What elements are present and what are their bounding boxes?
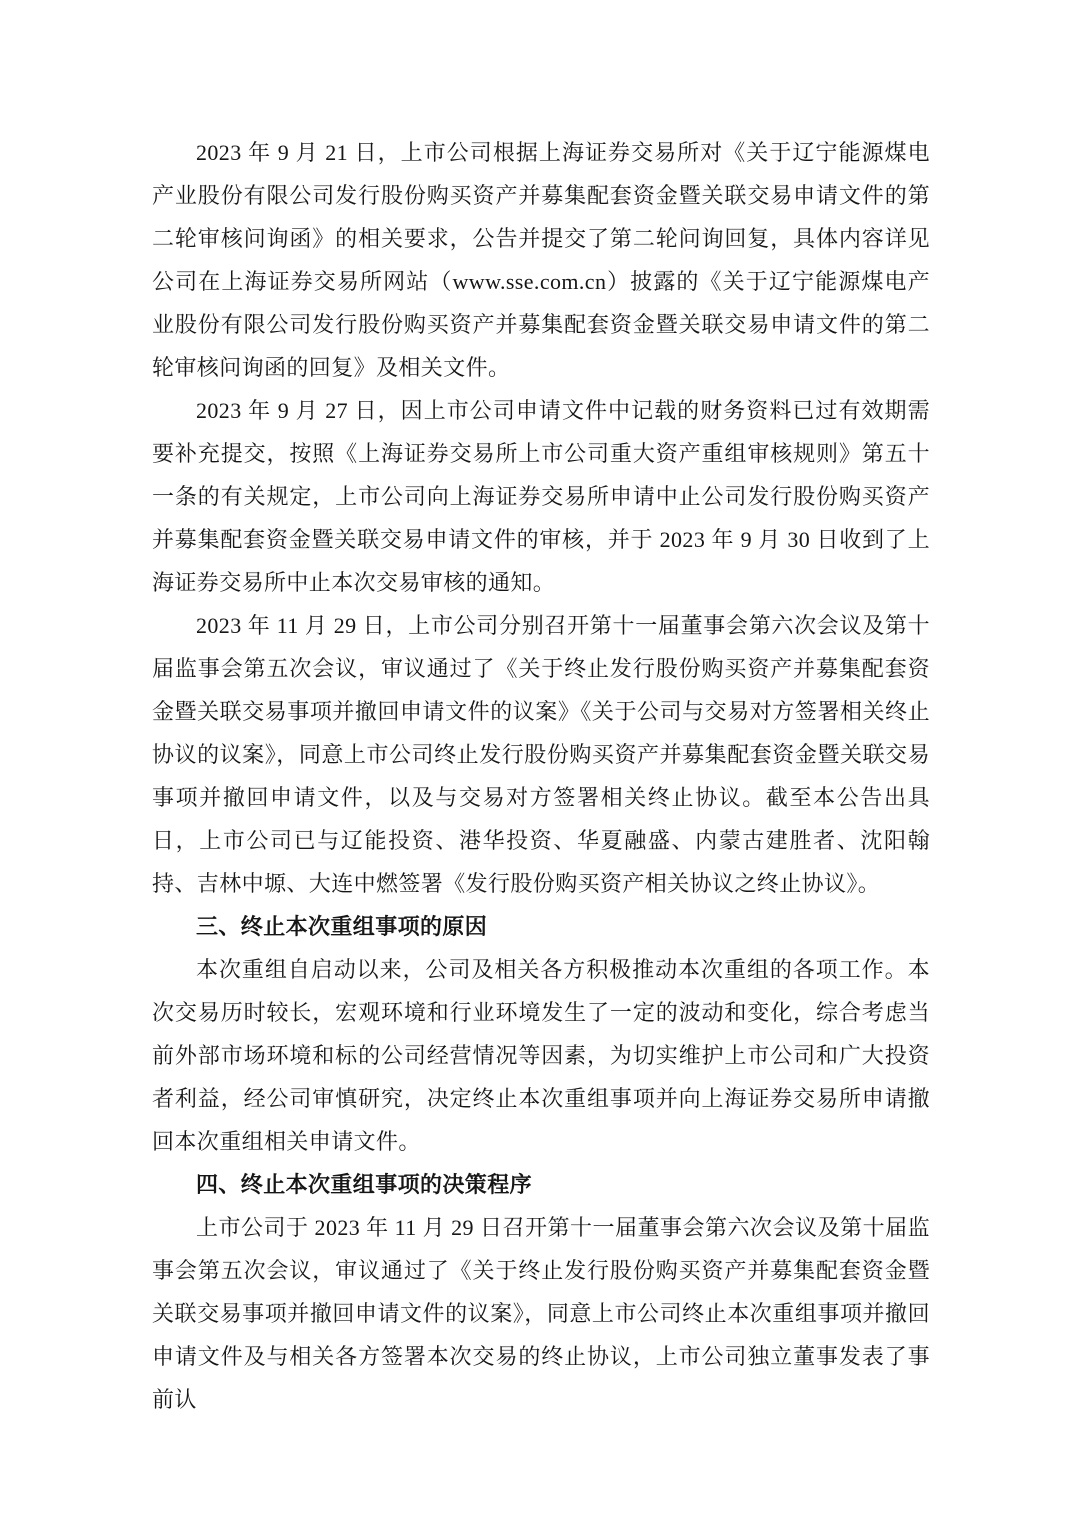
paragraph-suspension-notice: 2023 年 9 月 27 日，因上市公司申请文件中记载的财务资料已过有效期需要补充提交，按照《上海证券交易所上市公司重大资产重组审核规则》第五十一条的有关规定，上市公司向上海证券交易所申请中止公司发行股份购买资产并募集配套资金暨关联交易申请文件的审核，并于 2023 年 9 月 30 日收到了上海证券交易所中止本次交易审核的通知。 <box>152 398 930 595</box>
paragraph-decision-procedure: 上市公司于 2023 年 11 月 29 日召开第十一届董事会第六次会议及第十届监事会第五次会议，审议通过了《关于终止发行股份购买资产并募集配套资金暨关联交易事项并撤回申请文件的议案》，同意上市公司终止本次重组事项并撤回申请文件及与相关各方签署本次交易的终止协议，上市公司独立董事发表了事前认 <box>152 1215 930 1412</box>
paragraph-inquiry-reply: 2023 年 9 月 21 日，上市公司根据上海证券交易所对《关于辽宁能源煤电产业股份有限公司发行股份购买资产并募集配套资金暨关联交易申请文件的第二轮审核问询函》的相关要求，公告并提交了第二轮问询回复，具体内容详见公司在上海证券交易所网站（www.sse.com.cn）披露的《关于辽宁能源煤电产业股份有限公司发行股份购买资产并募集配套资金暨关联交易申请文件的第二轮审核问询函的回复》及相关文件。 <box>152 140 930 380</box>
document-text-block <box>152 131 930 1421</box>
paragraph-board-resolutions: 2023 年 11 月 29 日，上市公司分别召开第十一届董事会第六次会议及第十届监事会第五次会议，审议通过了《关于终止发行股份购买资产并募集配套资金暨关联交易事项并撤回申请文件的议案》《关于公司与交易对方签署相关终止协议的议案》，同意上市公司终止发行股份购买资产并募集配套资金暨关联交易事项并撤回申请文件，以及与交易对方签署相关终止协议。截至本公告出具日，上市公司已与辽能投资、港华投资、华夏融盛、内蒙古建胜者、沈阳翰持、吉林中塬、大连中燃签署《发行股份购买资产相关协议之终止协议》。 <box>152 613 930 896</box>
paragraph-termination-reason: 本次重组自启动以来，公司及相关各方积极推动本次重组的各项工作。本次交易历时较长，宏观环境和行业环境发生了一定的波动和变化，综合考虑当前外部市场环境和标的公司经营情况等因素，为切实维护上市公司和广大投资者利益，经公司审慎研究，决定终止本次重组事项并向上海证券交易所申请撤回本次重组相关申请文件。 <box>152 957 930 1154</box>
section-heading-termination-reason: 三、终止本次重组事项的原因 <box>196 914 488 939</box>
section-heading-decision-procedure: 四、终止本次重组事项的决策程序 <box>196 1172 533 1197</box>
